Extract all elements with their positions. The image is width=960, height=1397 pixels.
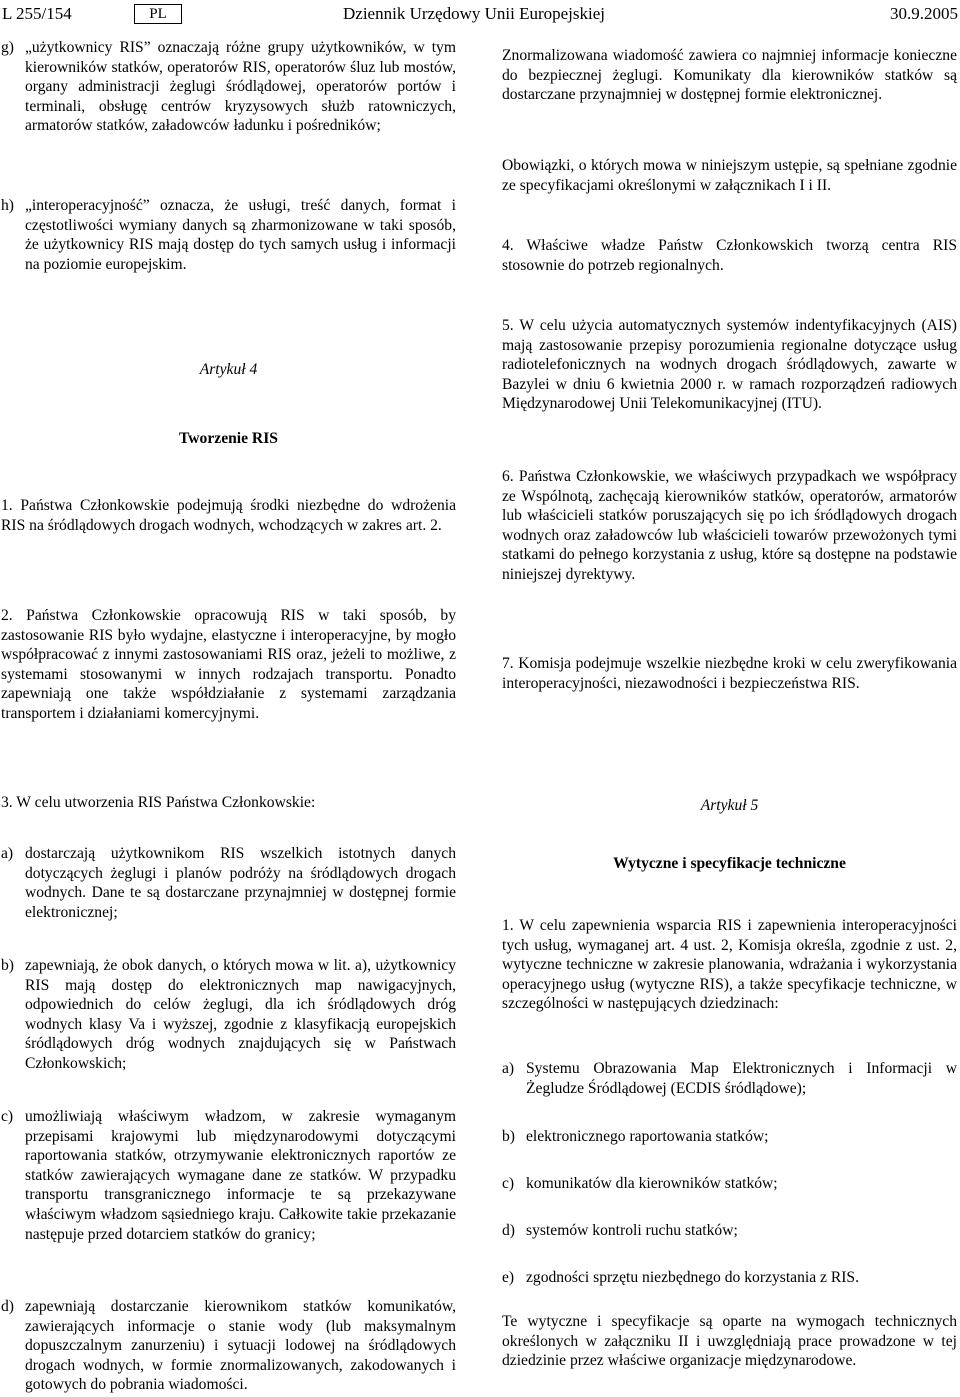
obligations-text: Obowiązki, o których mowa w niniejszym ustępie, są spełniane zgodnie ze specyfikacjami określonymi w załącznikach I i II. bbox=[502, 157, 957, 194]
page-number: L 255/154 bbox=[2, 4, 72, 23]
item-text: zapewniają dostarczanie kierownikom statków komunikatów, zawierających informacje o stanie wody (lub maksymalnym dopuszczalnym zanurzeniu) i sytuacji lodowej na śródlądowych drogach wodnych, w formie znormalizowanych, zakodowanych i gotowych do pobrania wiadomości. bbox=[25, 1298, 456, 1394]
item-label: c) bbox=[502, 1175, 515, 1192]
language-box: PL bbox=[134, 4, 182, 24]
item-text: dostarczają użytkownikom RIS wszelkich istotnych danych dotyczących żeglugi i planów podróży na śródlądowych drogach wodnych. Dane te są dostarczane przynajmniej w dostępnej formie elektronicznej; bbox=[25, 845, 456, 921]
item-label: b) bbox=[1, 957, 14, 974]
item-label: h) bbox=[1, 197, 14, 214]
item-text: zgodności sprzętu niezbędnego do korzystania z RIS. bbox=[526, 1269, 860, 1286]
item-label: d) bbox=[502, 1222, 515, 1239]
paragraph-3: 3. W celu utworzenia RIS Państwa Członkowskie: bbox=[1, 794, 316, 811]
article-5-number: Artykuł 5 bbox=[700, 797, 759, 814]
definition-g bbox=[1, 38, 456, 136]
paragraph-7: 7. Komisja podejmuje wszelkie niezbędne kroki w celu zweryfikowania interoperacyjności, niezawodności i bezpieczeństwa RIS. bbox=[502, 655, 957, 692]
list-item-b bbox=[502, 1127, 957, 1147]
closing-paragraph: Te wytyczne i specyfikacje są oparte na wymogach technicznych określonych w załączniku II i uwzględniają prace prowadzone w tej dziedzinie przez właściwe organizacje międzynarodowe. bbox=[502, 1313, 957, 1370]
definition-h bbox=[1, 196, 456, 274]
item-text: komunikatów dla kierowników statków; bbox=[526, 1175, 778, 1192]
item-label: e) bbox=[502, 1269, 515, 1286]
item-label: a) bbox=[1, 845, 14, 862]
list-item-b bbox=[1, 956, 456, 1074]
list-item-a bbox=[502, 1059, 957, 1098]
list-item-a bbox=[1, 844, 456, 922]
paragraph-6: 6. Państwa Członkowskie, we właściwych przypadkach we współpracy ze Wspólnotą, zachęcają kierowników statków, operatorów, armatorów lub właścicieli statków poruszających się po ich śródlądowych drogach wodnych oraz załadowców lub właścicieli towarów przewożonych tymi statkami do pełnego korzystania z usług, które są dostępne na podstawie niniejszej dyrektywy. bbox=[502, 468, 957, 583]
paragraph-5: 5. W celu użycia automatycznych systemów indentyfikacyjnych (AIS) mają zastosowanie przepisy porozumienia regionalne dotyczące usług radiotelefonicznych na wodnych drogach śródlądowych, zawarte w Bazylei w dniu 6 kwietnia 2000 r. w ramach rozporządzeń radiowych Międzynarodowej Unii Telekomunikacyjnej (ITU). bbox=[502, 317, 957, 413]
continued-text: Znormalizowana wiadomość zawiera co najmniej informacje konieczne do bezpiecznej żeglugi. Komunikaty dla kierowników statków są dostarczane przynajmniej w dostępnej formie elektronicznej. bbox=[502, 47, 957, 104]
item-label: d) bbox=[1, 1298, 14, 1315]
publication-date: 30.9.2005 bbox=[890, 4, 958, 23]
item-text: „interoperacyjność” oznacza, że usługi, treść danych, format i częstotliwości wymiany danych są zharmonizowane w taki sposób, że użytkownicy RIS mają dostęp do tych samych usług i informacji na poziomie europejskim. bbox=[25, 197, 456, 273]
item-text: „użytkownicy RIS” oznaczają różne grupy użytkowników, w tym kierowników statków, operatorów RIS, operatorów śluz lub mostów, organy administracji żeglugi śródlądowej, operatorów portów i terminali, obsługę centrów kryzysowych służb ratowniczych, armatorów statków, załadowców ładunku i pośredników; bbox=[25, 39, 456, 135]
list-item-c bbox=[502, 1174, 957, 1194]
item-text: systemów kontroli ruchu statków; bbox=[526, 1222, 738, 1239]
item-label: c) bbox=[1, 1108, 14, 1125]
paragraph-1: 1. Państwa Członkowskie podejmują środki niezbędne do wdrożenia RIS na śródlądowych drogach wodnych, wchodzących w zakres art. 2. bbox=[1, 497, 456, 534]
item-text: elektronicznego raportowania statków; bbox=[526, 1128, 769, 1145]
item-label: a) bbox=[502, 1060, 515, 1077]
page-header bbox=[0, 0, 960, 34]
list-item-e bbox=[502, 1268, 957, 1288]
article-5-title: Wytyczne i specyfikacje techniczne bbox=[613, 855, 846, 872]
list-item-d bbox=[502, 1221, 957, 1241]
journal-title: Dziennik Urzędowy Unii Europejskiej bbox=[343, 4, 606, 23]
item-label: b) bbox=[502, 1128, 515, 1145]
article-5-paragraph-1: 1. W celu zapewnienia wsparcia RIS i zapewnienia interoperacyjności tych usług, wymaganej art. 4 ust. 2, Komisja określa, zgodnie z ust. 2, wytyczne techniczne w zakresie planowania, wdrażania i wykorzystania operacyjnego usług (wytyczne RIS), a także specyfikacje techniczne, w szczególności w następujących dziedzinach: bbox=[502, 917, 957, 1013]
item-text: umożliwiają właściwym władzom, w zakresie wymaganym przepisami krajowymi lub międzynarodowymi dotyczącymi raportowania statków, otrzymywanie elektronicznych raportów ze statków zawierających wymagane dane ze statków. W przypadku transportu transgranicznego informacje te są przekazywane właściwym władzom sąsiedniego kraju. Całkowite takie przekazanie następuje przed dotarciem statków do granicy; bbox=[25, 1108, 456, 1243]
item-label: g) bbox=[1, 39, 14, 56]
list-item-d bbox=[1, 1297, 456, 1395]
list-item-c bbox=[1, 1107, 456, 1244]
paragraph-2: 2. Państwa Członkowskie opracowują RIS w taki sposób, by zastosowanie RIS było wydajne, elastyczne i interoperacyjne, by mogło współpracować z innymi zastosowaniami RIS oraz, jeżeli to możliwe, z systemami stosowanymi w innych rodzajach transportu. Ponadto zapewniają one także współdziałanie z systemami zarządzania transportem i działaniami komercyjnymi. bbox=[1, 607, 456, 722]
item-text: zapewniają, że obok danych, o których mowa w lit. a), użytkownicy RIS mają dostęp do elektronicznych map nawigacyjnych, odpowiednich do celów żeglugi, dla ich śródlądowych dróg wodnych klasy Va i wyższej, zgodnie z klasyfikacją europejskich śródlądowych dróg wodnych znajdujących się w Państwach Członkowskich; bbox=[25, 957, 456, 1072]
item-text: Systemu Obrazowania Map Elektronicznych i Informacji w Żegludze Śródlądowej (ECDIS śródlądowe); bbox=[526, 1060, 957, 1097]
article-4-number: Artykuł 4 bbox=[199, 361, 258, 378]
article-4-title: Tworzenie RIS bbox=[179, 430, 278, 447]
paragraph-4: 4. Właściwe władze Państw Członkowskich tworzą centra RIS stosownie do potrzeb regionalnych. bbox=[502, 237, 957, 274]
